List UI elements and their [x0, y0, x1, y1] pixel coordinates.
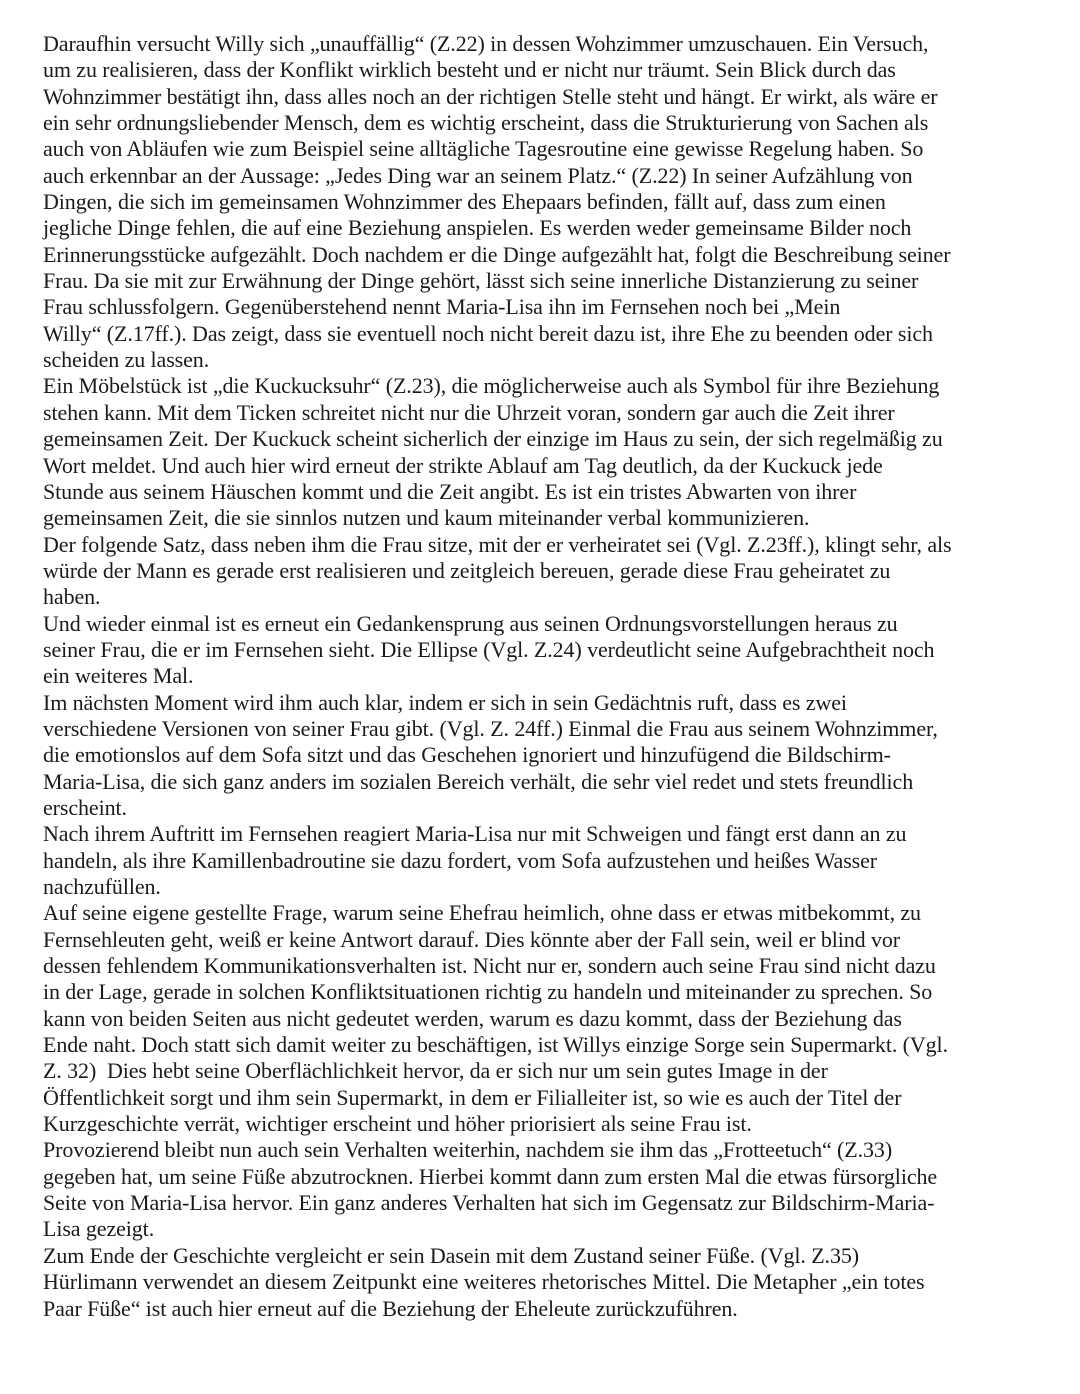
text-line: gemeinsamen Zeit. Der Kuckuck scheint sicherlich der einzige im Haus zu sein, der sich regelmäßig zu — [43, 426, 943, 452]
text-line: Daraufhin versucht Willy sich „unauffällig“ (Z.22) in dessen Wohzimmer umzuschauen. Ein Versuch, — [43, 31, 929, 56]
text-line: Hürlimann verwendet an diesem Zeitpunkt eine weiteres rhetorisches Mittel. Die Metapher „ein totes — [43, 1269, 925, 1295]
essay-text-block — [43, 31, 1073, 1322]
text-line: Nach ihrem Auftritt im Fernsehen reagiert Maria-Lisa nur mit Schweigen und fängt erst dann an zu — [43, 821, 907, 847]
text-line: Erinnerungsstücke aufgezählt. Doch nachdem er die Dinge aufgezählt hat, folgt die Beschreibung seiner — [43, 241, 951, 267]
text-line: Paar Füße“ ist auch hier erneut auf die Beziehung der Eheleute zurückzuführen. — [43, 1295, 738, 1321]
text-line: Frau schlussfolgern. Gegenüberstehend nennt Maria-Lisa ihn im Fernsehen noch bei „Mein — [43, 294, 841, 320]
text-line: handeln, als ihre Kamillenbadroutine sie dazu fordert, vom Sofa aufzustehen und heißes Wasser — [43, 847, 878, 873]
text-line: Der folgende Satz, dass neben ihm die Frau sitze, mit der er verheiratet sei (Vgl. Z.23ff.), klingt sehr, als — [43, 531, 952, 557]
text-line: Auf seine eigene gestellte Frage, warum seine Ehefrau heimlich, ohne dass er etwas mitbekommt, zu — [43, 900, 921, 926]
text-line: auch erkennbar an der Aussage: „Jedes Ding war an seinem Platz.“ (Z.22) In seiner Aufzählung von — [43, 162, 913, 188]
text-line: Ein Möbelstück ist „die Kuckucksuhr“ (Z.23), die möglicherweise auch als Symbol für ihre Beziehung — [43, 373, 940, 399]
text-line: Z. 32) Dies hebt seine Oberflächlichkeit hervor, da er sich nur um sein gutes Image in der — [43, 1058, 828, 1084]
text-line: Maria-Lisa, die sich ganz anders im sozialen Bereich verhält, die sehr viel redet und stets freundlich — [43, 768, 914, 794]
text-line: Seite von Maria-Lisa hervor. Ein ganz anderes Verhalten hat sich im Gegensatz zur Bildschirm-Maria- — [43, 1190, 935, 1216]
text-line: Kurzgeschichte verrät, wichtiger erscheint und höher priorisiert als seine Frau ist. — [43, 1111, 752, 1137]
text-line: Zum Ende der Geschichte vergleicht er sein Dasein mit dem Zustand seiner Füße. (Vgl. Z.35) — [43, 1242, 859, 1268]
text-line: gegeben hat, um seine Füße abzutrocknen. Hierbei kommt dann zum ersten Mal die etwas fürsorgliche — [43, 1163, 938, 1189]
text-line: Wohnzimmer bestätigt ihn, dass alles noch an der richtigen Stelle steht und hängt. Er wirkt, als wäre er — [43, 83, 938, 109]
text-line: auch von Abläufen wie zum Beispiel seine alltägliche Tagesroutine eine gewisse Regelung haben. So — [43, 136, 924, 162]
text-line: Willy“ (Z.17ff.). Das zeigt, dass sie eventuell noch nicht bereit dazu ist, ihre Ehe zu beenden oder sich — [43, 320, 933, 346]
text-line: ein sehr ordnungsliebender Mensch, dem es wichtig erscheint, dass die Strukturierung von Sachen als — [43, 110, 929, 136]
text-line: würde der Mann es gerade erst realisieren und zeitgleich bereuen, gerade diese Frau geheiratet zu — [43, 557, 891, 583]
text-line: haben. — [43, 584, 101, 610]
text-line: dessen fehlendem Kommunikationsverhalten ist. Nicht nur er, sondern auch seine Frau sind nicht dazu — [43, 953, 936, 979]
text-line: Öffentlichkeit sorgt und ihm sein Supermarkt, in dem er Filialleiter ist, so wie es auch der Titel der — [43, 1084, 902, 1110]
text-line: Frau. Da sie mit zur Erwähnung der Dinge gehört, lässt sich seine innerliche Distanzierung zu seiner — [43, 268, 919, 294]
text-line: erscheint. — [43, 794, 127, 820]
text-line: kann von beiden Seiten aus nicht gedeutet werden, warum es dazu kommt, dass der Beziehung das — [43, 1005, 902, 1031]
text-line: Im nächsten Moment wird ihm auch klar, indem er sich in sein Gedächtnis ruft, dass es zwei — [43, 689, 847, 715]
text-line: gemeinsamen Zeit, die sie sinnlos nutzen und kaum miteinander verbal kommunizieren. — [43, 505, 810, 531]
text-line: Wort meldet. Und auch hier wird erneut der strikte Ablauf am Tag deutlich, da der Kuckuck jede — [43, 452, 883, 478]
text-line: jegliche Dinge fehlen, die auf eine Beziehung anspielen. Es werden weder gemeinsame Bilder noch — [43, 215, 912, 241]
text-line: scheiden zu lassen. — [43, 347, 210, 373]
text-line: Provozierend bleibt nun auch sein Verhalten weiterhin, nachdem sie ihm das „Frotteetuch“ (Z.33) — [43, 1137, 893, 1163]
text-line: Lisa gezeigt. — [43, 1216, 155, 1242]
text-line: verschiedene Versionen von seiner Frau gibt. (Vgl. Z. 24ff.) Einmal die Frau aus seinem Wohnzimmer, — [43, 715, 938, 741]
text-line: in der Lage, gerade in solchen Konfliktsituationen richtig zu handeln und miteinander zu sprechen. So — [43, 979, 933, 1005]
text-line: ein weiteres Mal. — [43, 663, 194, 689]
text-line: um zu realisieren, dass der Konflikt wirklich besteht und er nicht nur träumt. Sein Blick durch das — [43, 57, 896, 83]
text-line: stehen kann. Mit dem Ticken schreitet nicht nur die Uhrzeit voran, sondern gar auch die Zeit ihrer — [43, 399, 895, 425]
text-line: die emotionslos auf dem Sofa sitzt und das Geschehen ignoriert und hinzufügend die Bildschirm- — [43, 742, 891, 768]
text-line: Ende naht. Doch statt sich damit weiter zu beschäftigen, ist Willys einzige Sorge sein Supermarkt. (Vgl. — [43, 1032, 948, 1058]
text-line: seiner Frau, die er im Fernsehen sieht. Die Ellipse (Vgl. Z.24) verdeutlicht seine Aufgebrachtheit noch — [43, 636, 935, 662]
text-line: Dingen, die sich im gemeinsamen Wohnzimmer des Ehepaars befinden, fällt auf, dass zum einen — [43, 189, 886, 215]
text-line: Und wieder einmal ist es erneut ein Gedankensprung aus seinen Ordnungsvorstellungen heraus zu — [43, 610, 898, 636]
text-line: Stunde aus seinem Häuschen kommt und die Zeit angibt. Es ist ein tristes Abwarten von ihrer — [43, 478, 857, 504]
text-line: nachzufüllen. — [43, 874, 161, 899]
text-line: Fernsehleuten geht, weiß er keine Antwort darauf. Dies könnte aber der Fall sein, weil er blind vor — [43, 926, 901, 952]
